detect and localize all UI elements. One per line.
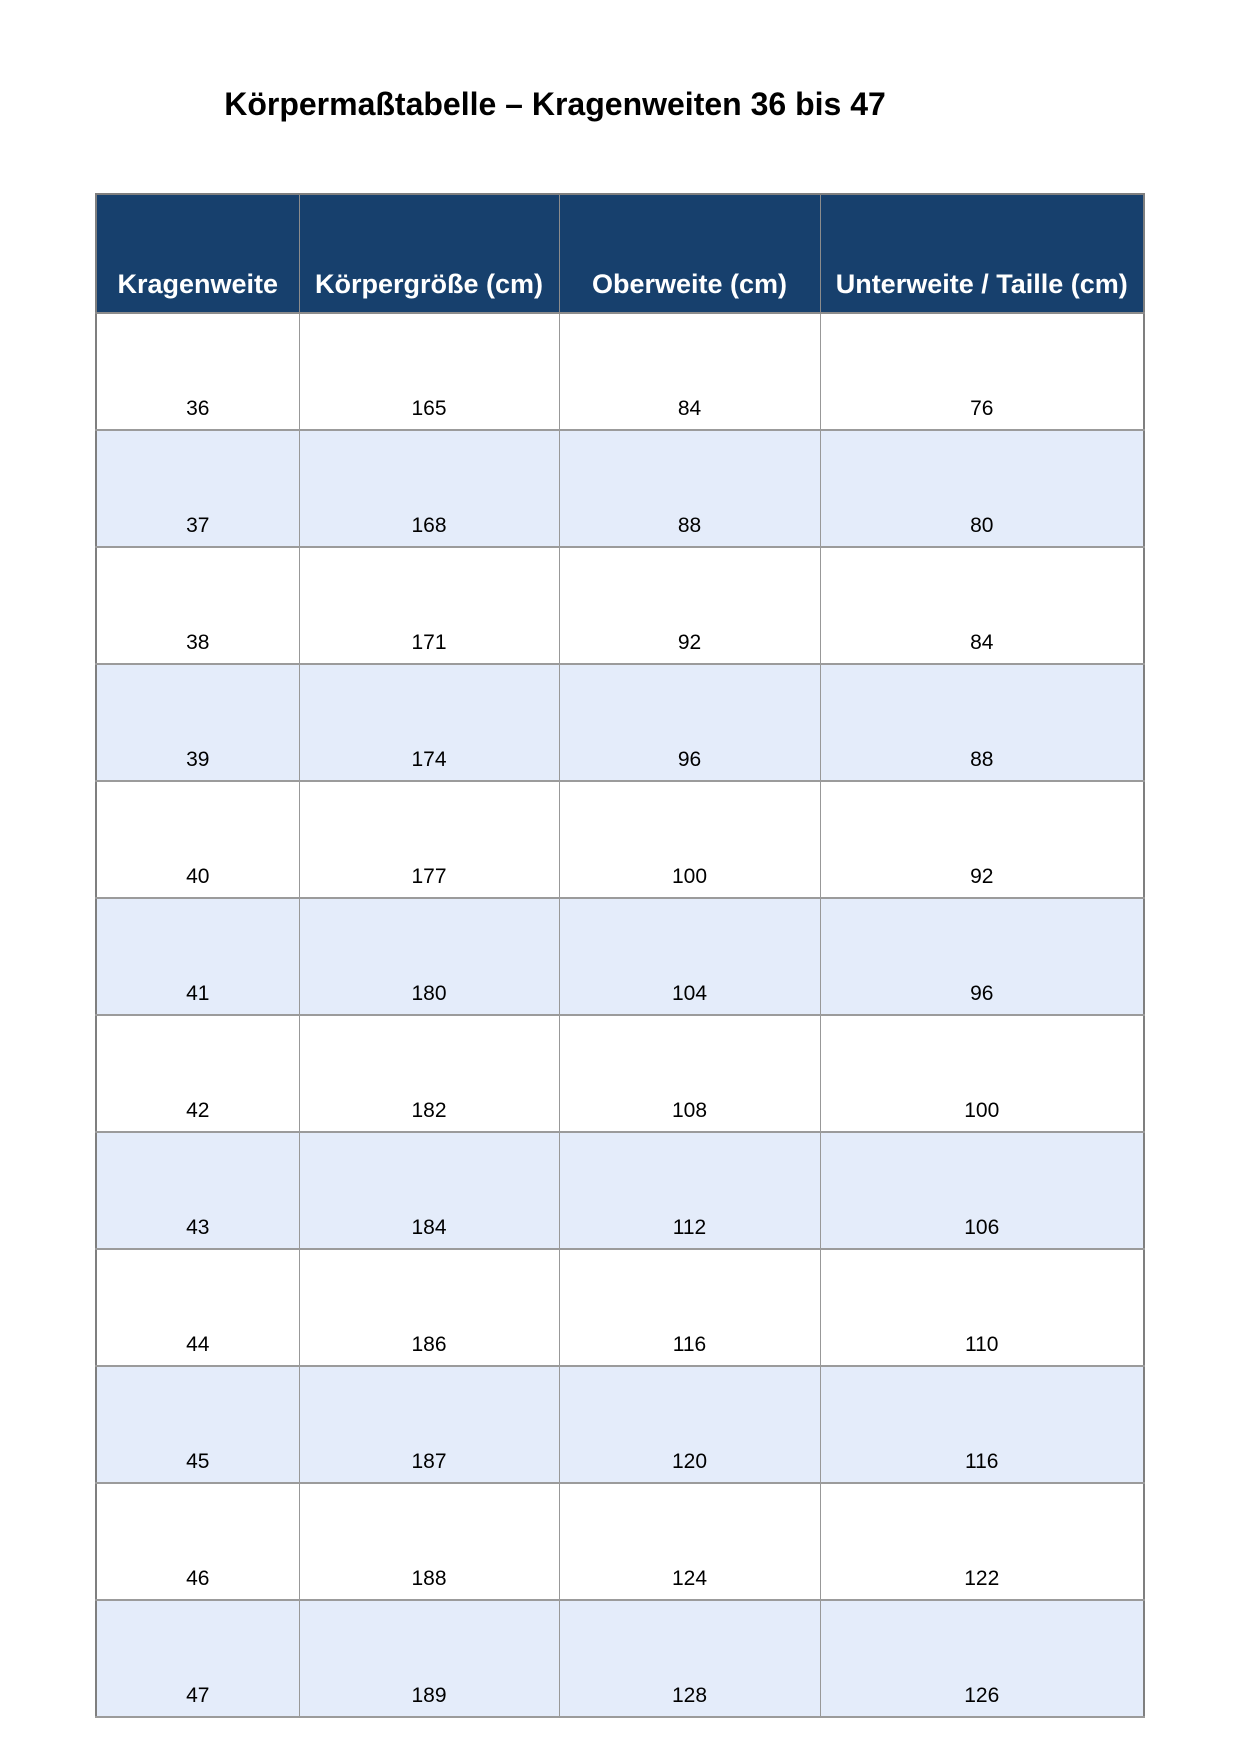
column-header: Oberweite (cm) (559, 194, 820, 313)
cell: 187 (299, 1366, 559, 1483)
cell: 76 (820, 313, 1144, 430)
cell: 96 (820, 898, 1144, 1015)
cell: 128 (559, 1600, 820, 1717)
cell: 92 (559, 547, 820, 664)
cell: 116 (559, 1249, 820, 1366)
cell: 42 (96, 1015, 299, 1132)
table-row (96, 1132, 1144, 1249)
measurement-table (95, 193, 1145, 1718)
table-row (96, 1015, 1144, 1132)
cell: 177 (299, 781, 559, 898)
cell: 108 (559, 1015, 820, 1132)
cell: 45 (96, 1366, 299, 1483)
cell: 43 (96, 1132, 299, 1249)
cell: 184 (299, 1132, 559, 1249)
cell: 110 (820, 1249, 1144, 1366)
table-row (96, 547, 1144, 664)
cell: 112 (559, 1132, 820, 1249)
table-row (96, 1483, 1144, 1600)
cell: 84 (820, 547, 1144, 664)
cell: 40 (96, 781, 299, 898)
table-row (96, 430, 1144, 547)
cell: 96 (559, 664, 820, 781)
cell: 188 (299, 1483, 559, 1600)
table-row (96, 1600, 1144, 1717)
cell: 80 (820, 430, 1144, 547)
cell: 47 (96, 1600, 299, 1717)
table-row (96, 1366, 1144, 1483)
cell: 106 (820, 1132, 1144, 1249)
table-row (96, 1249, 1144, 1366)
cell: 186 (299, 1249, 559, 1366)
table-body (96, 313, 1144, 1717)
cell: 165 (299, 313, 559, 430)
cell: 84 (559, 313, 820, 430)
cell: 168 (299, 430, 559, 547)
cell: 36 (96, 313, 299, 430)
cell: 116 (820, 1366, 1144, 1483)
cell: 189 (299, 1600, 559, 1717)
cell: 180 (299, 898, 559, 1015)
cell: 124 (559, 1483, 820, 1600)
cell: 44 (96, 1249, 299, 1366)
cell: 174 (299, 664, 559, 781)
cell: 182 (299, 1015, 559, 1132)
cell: 126 (820, 1600, 1144, 1717)
cell: 120 (559, 1366, 820, 1483)
cell: 122 (820, 1483, 1144, 1600)
cell: 171 (299, 547, 559, 664)
cell: 104 (559, 898, 820, 1015)
table-row (96, 781, 1144, 898)
cell: 39 (96, 664, 299, 781)
cell: 38 (96, 547, 299, 664)
table-row (96, 898, 1144, 1015)
cell: 41 (96, 898, 299, 1015)
cell: 92 (820, 781, 1144, 898)
column-header: Kragenweite (96, 194, 299, 313)
table-row (96, 313, 1144, 430)
cell: 37 (96, 430, 299, 547)
cell: 100 (559, 781, 820, 898)
cell: 100 (820, 1015, 1144, 1132)
page-title: Körpermaßtabelle – Kragenweiten 36 bis 47 (224, 86, 886, 122)
table-row (96, 664, 1144, 781)
column-header: Unterweite / Taille (cm) (820, 194, 1144, 313)
table-header-row (96, 194, 1144, 313)
cell: 46 (96, 1483, 299, 1600)
cell: 88 (559, 430, 820, 547)
cell: 88 (820, 664, 1144, 781)
column-header: Körpergröße (cm) (299, 194, 559, 313)
